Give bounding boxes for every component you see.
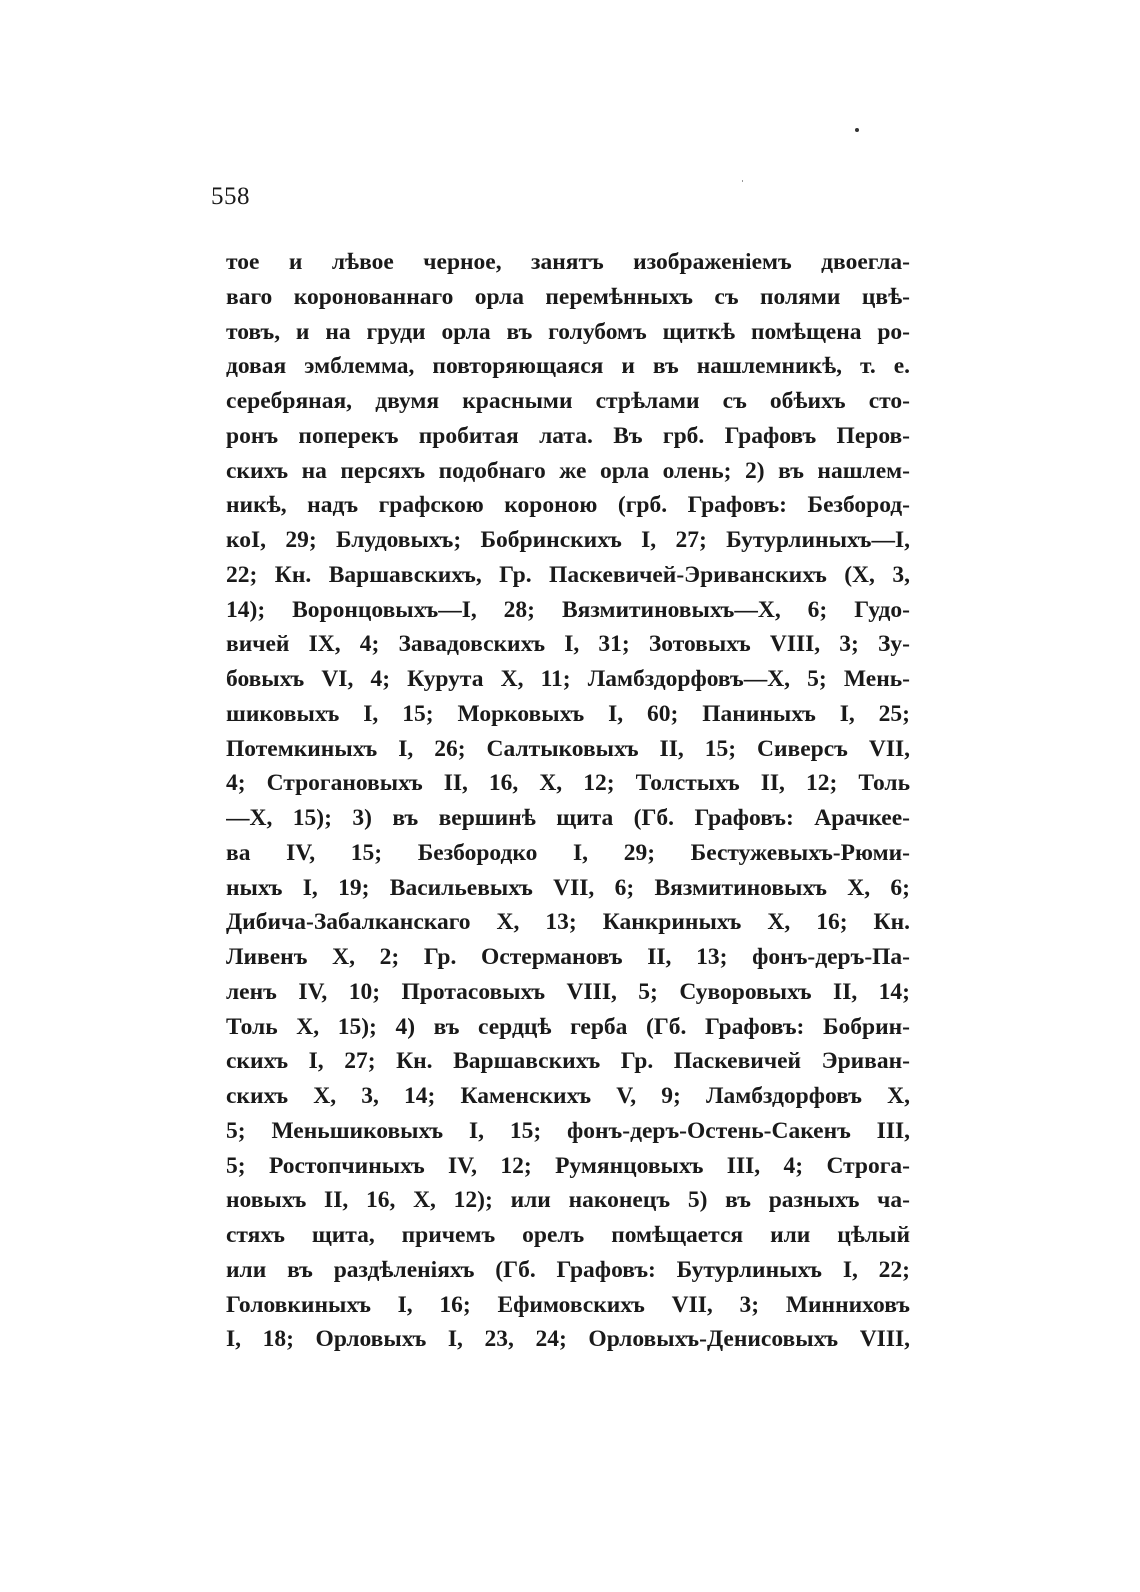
text-line: скихъ на персяхъ подобнаго же орла олень; 2) въ нашлем- [226, 457, 910, 484]
text-line: стяхъ щита, причемъ орелъ помѣщается или цѣлый [226, 1222, 910, 1248]
text-line: скихъ I, 27; Кн. Варшавскихъ Гр. Паскевичей Эриван- [226, 1048, 910, 1075]
text-line: 5; Ростопчиныхъ IV, 12; Румянцовыхъ III, 4; Строга- [226, 1152, 910, 1179]
text-line: Толь X, 15); 4) въ сердцѣ герба (Гб. Графовъ: Бобрин- [226, 1013, 910, 1040]
text-line: никѣ, надъ графскою короною (грб. Графовъ: Безбород- [226, 492, 910, 519]
text-line: I, 18; Орловыхъ I, 23, 24; Орловыхъ-Денисовыхъ VIII, [226, 1326, 910, 1353]
text-line: вичей IX, 4; Завадовскихъ I, 31; Зотовыхъ VIII, 3; Зу- [226, 631, 910, 658]
text-line: ленъ IV, 10; Протасовыхъ VIII, 5; Суворовыхъ II, 14; [226, 978, 910, 1005]
text-line: тое и лѣвое черное, занятъ изображеніемъ двоегла- [226, 249, 910, 275]
text-line: серебряная, двумя красными стрѣлами съ обѣихъ сто- [226, 388, 910, 414]
text-line: Дибича-Забалканскаго X, 13; Канкриныхъ X, 16; Кн. [226, 909, 910, 936]
text-line: или въ раздѣленіяхъ (Гб. Графовъ: Бутурлиныхъ I, 22; [226, 1256, 910, 1283]
body-text [226, 245, 910, 1357]
print-speck [855, 128, 859, 132]
text-line: ныхъ I, 19; Васильевыхъ VII, 6; Вязмитиновыхъ X, 6; [226, 874, 910, 901]
text-line: Головкиныхъ I, 16; Ефимовскихъ VII, 3; Минниховъ [226, 1291, 910, 1318]
text-line: Ливенъ X, 2; Гр. Остермановъ II, 13; фонъ-деръ-Па- [226, 944, 910, 970]
text-line: ронъ поперекъ пробитая лата. Въ грб. Графовъ Перов- [226, 422, 910, 449]
text-line: шиковыхъ I, 15; Морковыхъ I, 60; Паниныхъ I, 25; [226, 700, 910, 727]
text-line: Потемкиныхъ I, 26; Салтыковыхъ II, 15; Сиверсъ VII, [226, 735, 910, 762]
text-line: —X, 15); 3) въ вершинѣ щита (Гб. Графовъ: Арачкее- [226, 805, 910, 831]
text-line: коI, 29; Блудовыхъ; Бобринскихъ I, 27; Бутурлиныхъ—I, [226, 527, 910, 553]
page-number: 558 [211, 183, 250, 210]
text-line: 5; Меньшиковыхъ I, 15; фонъ-деръ-Остень-Сакенъ III, [226, 1117, 910, 1144]
text-line: ваго коронованнаго орла перемѣнныхъ съ полями цвѣ- [226, 283, 910, 310]
text-line: товъ, и на груди орла въ голубомъ щиткѣ помѣщена ро- [226, 318, 910, 345]
text-line: 4; Строгановыхъ II, 16, X, 12; Толстыхъ II, 12; Толь [226, 770, 910, 797]
text-line: бовыхъ VI, 4; Курута X, 11; Ламбздорфовъ—X, 5; Мень- [226, 666, 910, 692]
text-line: 14); Воронцовыхъ—I, 28; Вязмитиновыхъ—X, 6; Гудо- [226, 596, 910, 623]
text-line: довая эмблемма, повторяющаяся и въ нашлемникѣ, т. е. [226, 353, 910, 380]
text-line: 22; Кн. Варшавскихъ, Гр. Паскевичей-Эриванскихъ (X, 3, [226, 561, 910, 588]
text-line: скихъ X, 3, 14; Каменскихъ V, 9; Ламбздорфовъ X, [226, 1083, 910, 1109]
text-line: ва IV, 15; Безбородко I, 29; Бестужевыхъ-Рюми- [226, 839, 910, 866]
print-speck [742, 180, 743, 182]
text-line: новыхъ II, 16, X, 12); или наконецъ 5) въ разныхъ ча- [226, 1187, 910, 1214]
